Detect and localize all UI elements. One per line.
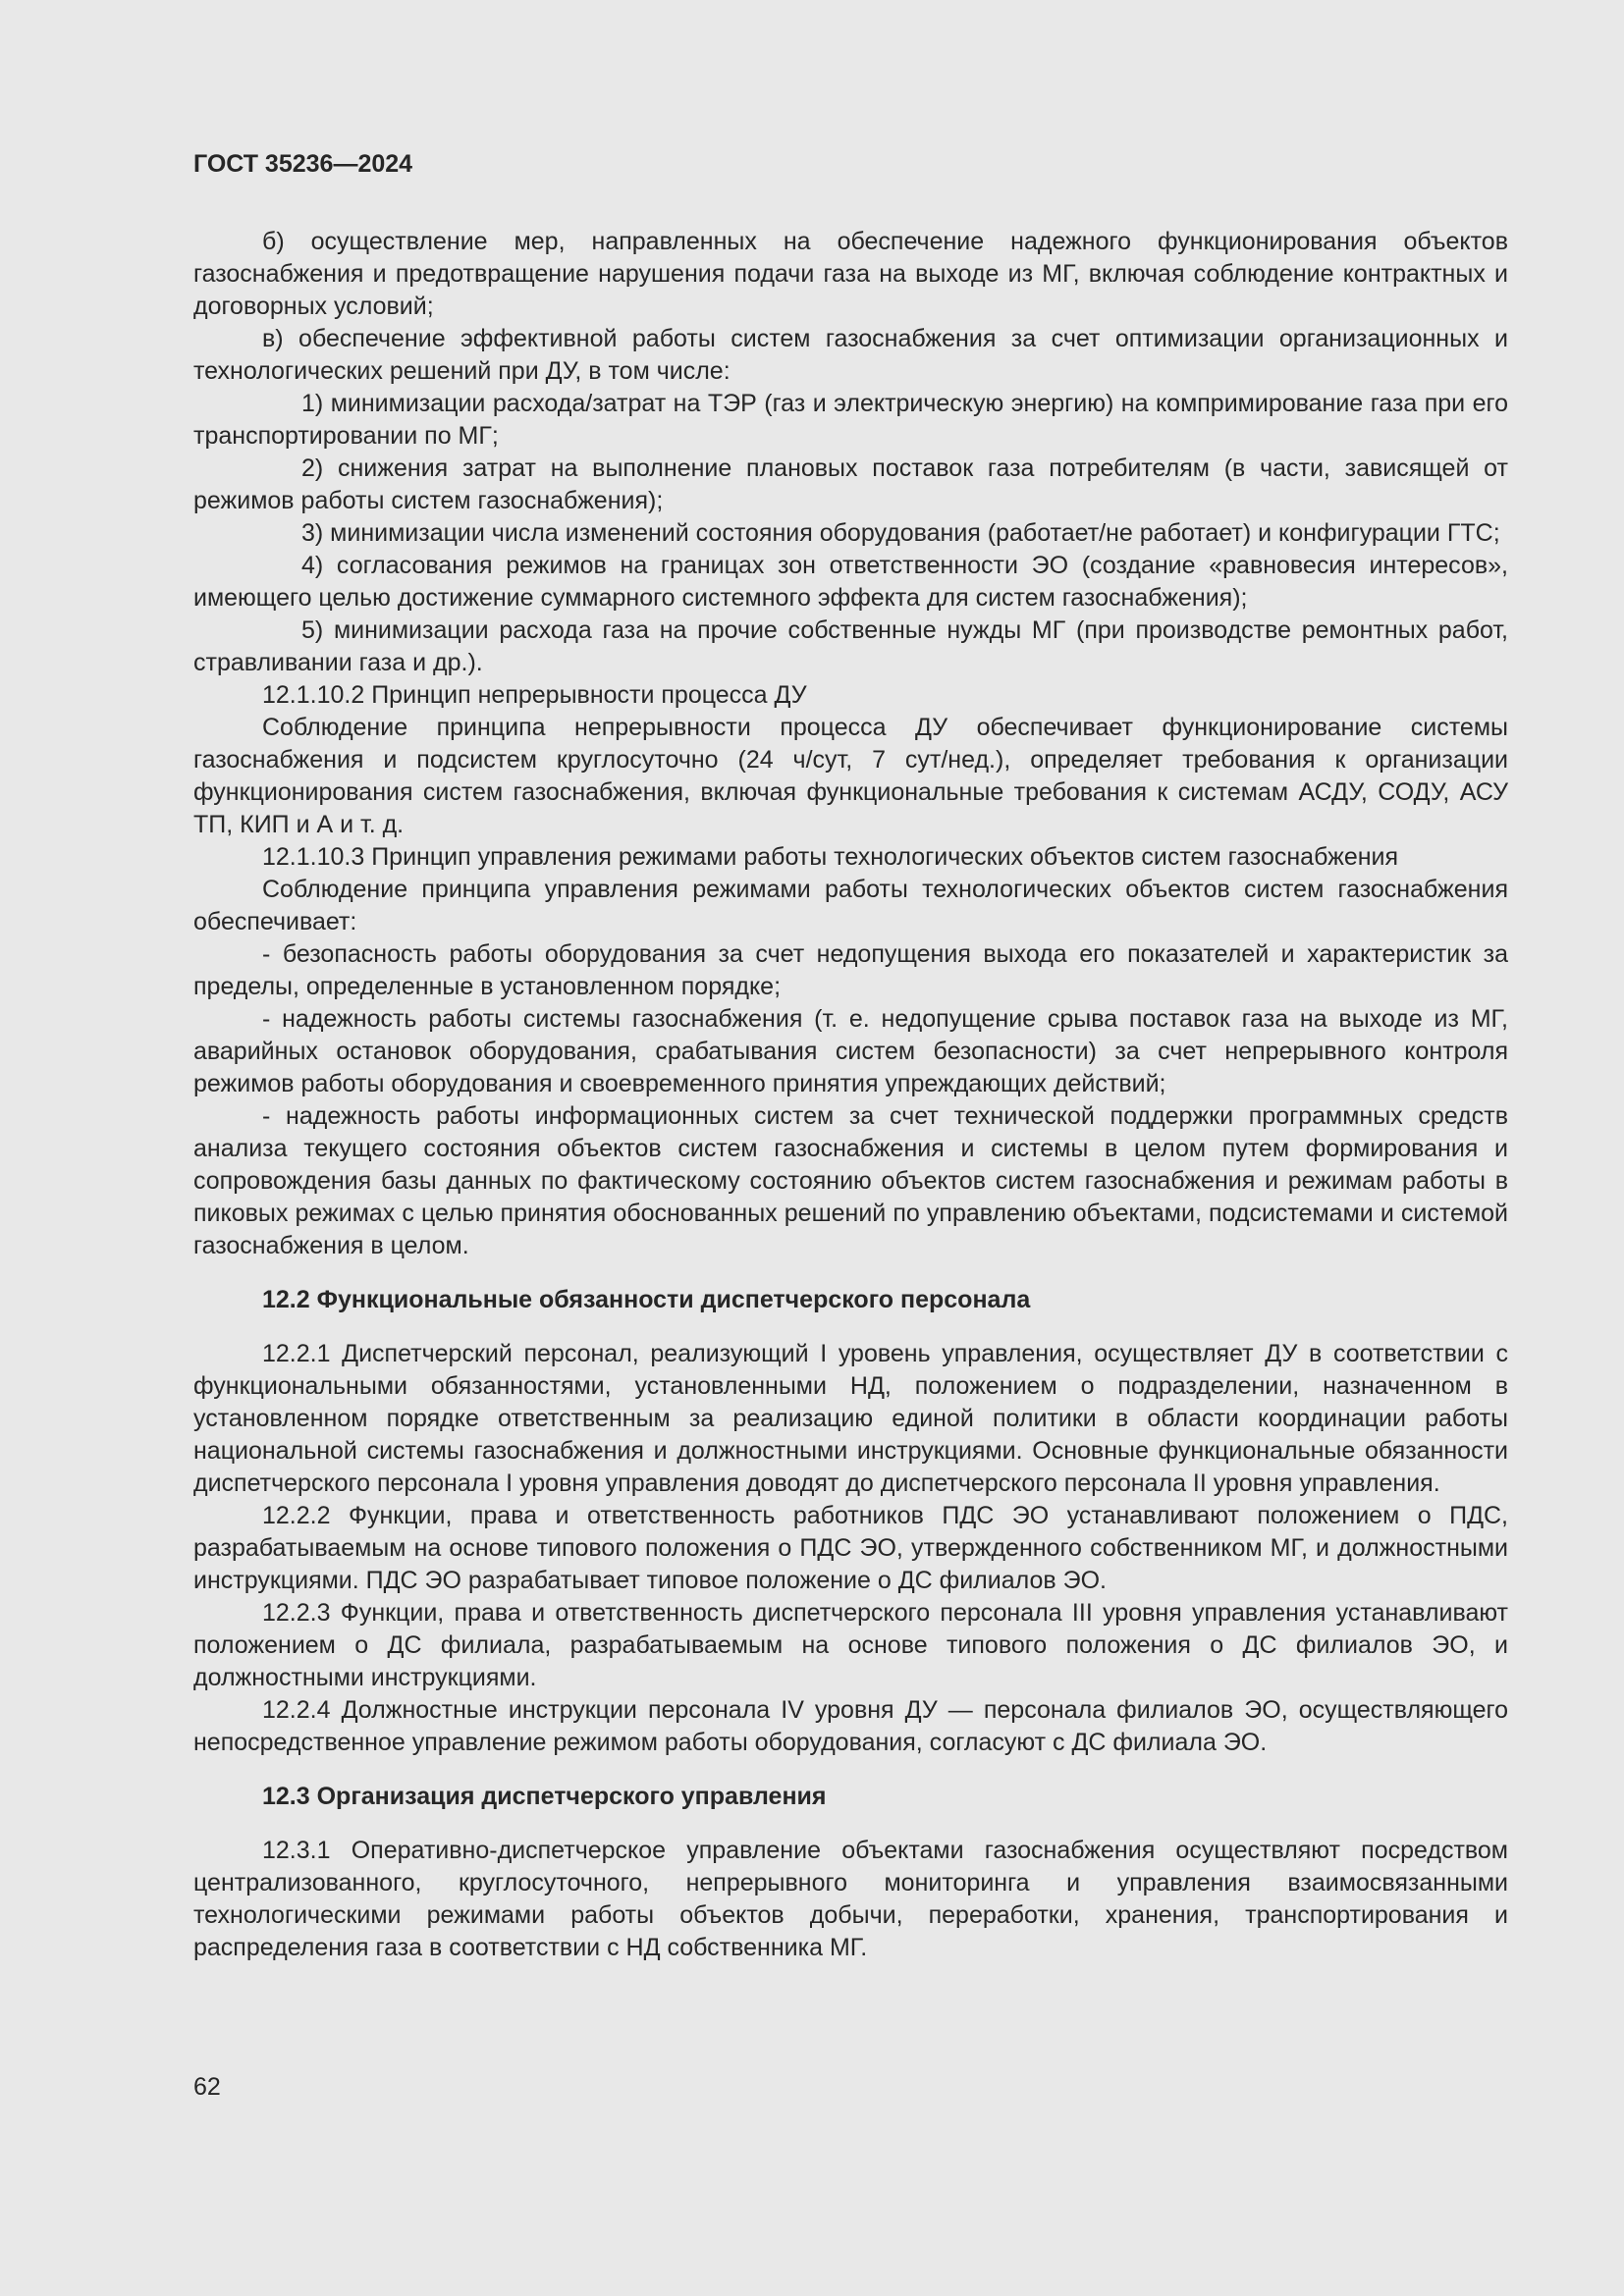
list-item-safety: - безопасность работы оборудования за счет недопущения выхода его показателей и характеристик за пределы, определенные в установленном порядке; [193, 940, 1508, 1000]
clause-12-3-1: 12.3.1 Оперативно-диспетчерское управление объектами газоснабжения осуществляют посредством централизованного, круглосуточного, непрерывного мониторинга и управления взаимосвязанными технологическими режимами работы объектов добычи, переработки, хранения, транспортирования и распределения газа в соответствии с НД собственника МГ. [193, 1837, 1508, 1961]
section-heading-12-3: 12.3 Организация диспетчерского управления [262, 1783, 827, 1810]
clause-12-2-1: 12.2.1 Диспетчерский персонал, реализующий I уровень управления, осуществляет ДУ в соответствии с функциональными обязанностями, установленными НД, положением о подразделении, назначенном в установленном порядке ответственным за реализацию единой политики в области координации работы национальной системы газоснабжения и должностными инструкциями. Основные функциональные обязанности диспетчерского персонала I уровня управления доводят до диспетчерского персонала II уровня управления. [193, 1340, 1508, 1497]
section-heading-12-2: 12.2 Функциональные обязанности диспетчерского персонала [262, 1286, 1031, 1313]
paragraph-subitem-5: 5) минимизации расхода газа на прочие собственные нужды МГ (при производстве ремонтных работ, стравливании газа и др.). [193, 616, 1508, 676]
clause-12-2-4: 12.2.4 Должностные инструкции персонала IV уровня ДУ — персонала филиалов ЭО, осуществляющего непосредственное управление режимом работы оборудования, согласуют с ДС филиала ЭО. [193, 1696, 1508, 1756]
paragraph-subitem-3: 3) минимизации числа изменений состояния оборудования (работает/не работает) и конфигурации ГТС; [301, 519, 1500, 547]
list-item-reliability-gas: - надежность работы системы газоснабжения (т. е. недопущение срыва поставок газа на выходе из МГ, аварийных остановок оборудования, срабатывания систем безопасности) за счет непрерывного контроля режимов работы оборудования и своевременного принятия упреждающих действий; [193, 1005, 1508, 1097]
list-item-reliability-info: - надежность работы информационных систем за счет технической поддержки программных средств анализа текущего состояния объектов систем газоснабжения и системы в целом путем формирования и сопровождения базы данных по фактическому состоянию объектов систем газоснабжения и режимам работы в пиковых режимах с целью принятия обоснованных решений по управлению объектами, подсистемами и системой газоснабжения в целом. [193, 1102, 1508, 1259]
paragraph-subitem-2: 2) снижения затрат на выполнение плановых поставок газа потребителям (в части, зависящей от режимов работы систем газоснабжения); [193, 454, 1508, 514]
clause-12-1-10-2-text: Соблюдение принципа непрерывности процесса ДУ обеспечивает функционирование системы газоснабжения и подсистем круглосуточно (24 ч/сут, 7 сут/нед.), определяет требования к организации функционирования систем газоснабжения, включая функциональные требования к системам АСДУ, СОДУ, АСУ ТП, КИП и А и т. д. [193, 714, 1508, 838]
paragraph-subitem-4: 4) согласования режимов на границах зон ответственности ЭО (создание «равновесия интересов», имеющего целью достижение суммарного системного эффекта для систем газоснабжения); [193, 552, 1508, 612]
paragraph-subitem-1: 1) минимизации расхода/затрат на ТЭР (газ и электрическую энергию) на компримирование газа при его транспортировании по МГ; [193, 390, 1508, 450]
clause-12-1-10-3-text: Соблюдение принципа управления режимами работы технологических объектов систем газоснабжения обеспечивает: [193, 876, 1508, 935]
paragraph-item-b: б) осуществление мер, направленных на обеспечение надежного функционирования объектов газоснабжения и предотвращение нарушения подачи газа на выходе из МГ, включая соблюдение контрактных и договорных условий; [193, 228, 1508, 320]
document-body [193, 226, 1508, 1964]
document-header: ГОСТ 35236—2024 [193, 150, 413, 178]
clause-12-1-10-3-title: 12.1.10.3 Принцип управления режимами работы технологических объектов систем газоснабжения [262, 843, 1399, 871]
clause-12-2-3: 12.2.3 Функции, права и ответственность диспетчерского персонала III уровня управления устанавливают положением о ДС филиала, разрабатываемым на основе типового положения о ДС филиалов ЭО, и должностными инструкциями. [193, 1599, 1508, 1691]
page-number: 62 [193, 2073, 221, 2101]
clause-12-1-10-2-title: 12.1.10.2 Принцип непрерывности процесса ДУ [262, 681, 807, 709]
clause-12-2-2: 12.2.2 Функции, права и ответственность работников ПДС ЭО устанавливают положением о ПДС, разрабатываемым на основе типового положения о ПДС ЭО, утвержденного собственником МГ, и должностными инструкциями. ПДС ЭО разрабатывает типовое положение о ДС филиалов ЭО. [193, 1502, 1508, 1594]
paragraph-item-v: в) обеспечение эффективной работы систем газоснабжения за счет оптимизации организационных и технологических решений при ДУ, в том числе: [193, 325, 1508, 385]
